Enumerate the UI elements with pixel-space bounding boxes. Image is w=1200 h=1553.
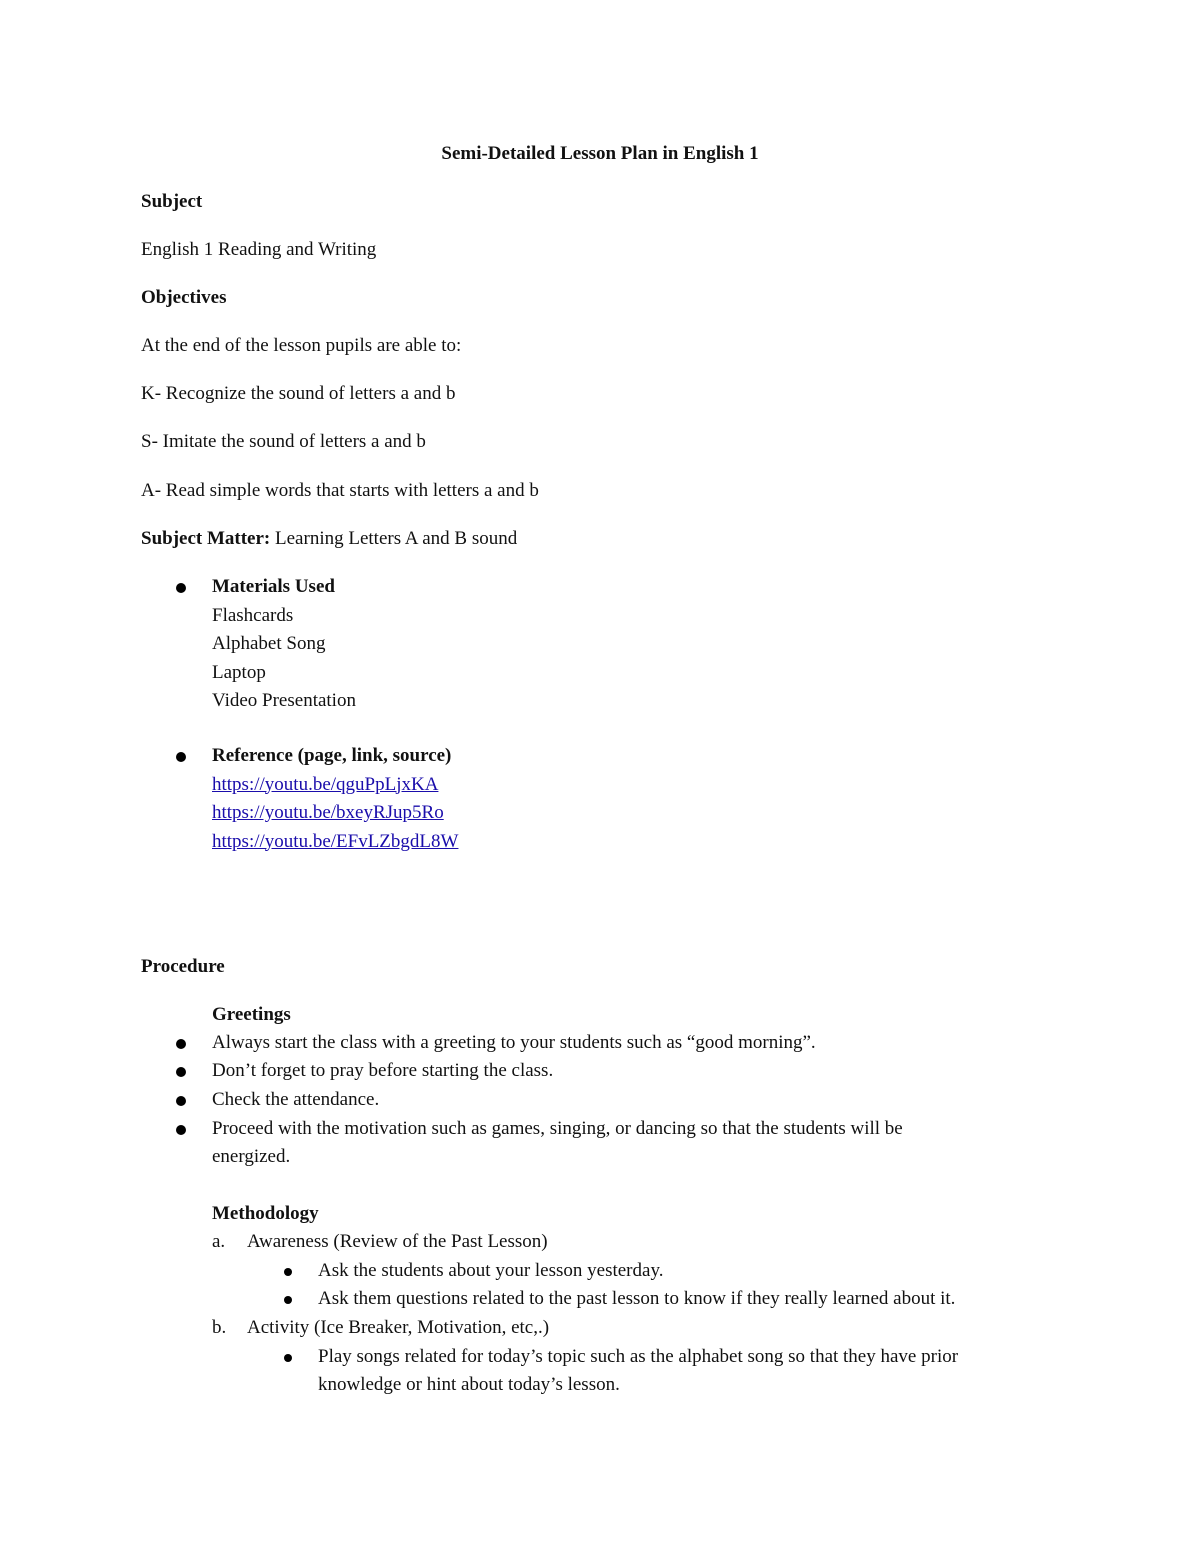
reference-link-3[interactable]: https://youtu.be/EFvLZbgdL8W [212,830,459,852]
greeting-item: Don’t forget to pray before starting the class. [212,1060,554,1081]
bullet-icon [176,1067,186,1077]
objectives-heading: Objectives [141,287,227,308]
reference-heading: Reference (page, link, source) [212,745,452,766]
bullet-icon [176,752,186,762]
greetings-heading: Greetings [212,1004,291,1025]
material-item: Laptop [212,661,266,683]
bullet-icon [284,1268,292,1276]
material-item: Flashcards [212,604,294,626]
awareness-item: Ask them questions related to the past lesson to know if they really learned about it. [318,1288,956,1309]
reference-link-1[interactable]: https://youtu.be/qguPpLjxKA [212,773,439,795]
activity-item-continuation: knowledge or hint about today’s lesson. [318,1374,620,1395]
subject-matter-text: Learning Letters A and B sound [270,528,518,549]
methodology-heading: Methodology [212,1203,319,1224]
greeting-item: Always start the class with a greeting to your students such as “good morning”. [212,1032,816,1053]
subject-matter-label: Subject Matter: [141,528,271,549]
greeting-item: Proceed with the motivation such as games, singing, or dancing so that the students will be [212,1118,903,1139]
materials-heading: Materials Used [212,576,335,597]
subject-matter [141,525,517,554]
objectives-intro: At the end of the lesson pupils are able to: [141,335,462,356]
bullet-icon [284,1354,292,1362]
greeting-item-continuation: energized. [212,1146,291,1167]
procedure-heading: Procedure [141,956,225,977]
reference-section [212,742,458,856]
methodology-awareness: Awareness (Review of the Past Lesson) [247,1231,548,1252]
material-item: Video Presentation [212,690,356,711]
material-item: Alphabet Song [212,633,326,654]
materials-section [212,573,356,716]
bullet-icon [176,1096,186,1106]
methodology-marker-a: a. [212,1231,226,1252]
bullet-icon [284,1296,292,1304]
subject-heading: Subject [141,191,203,212]
document-title: Semi-Detailed Lesson Plan in English 1 [441,143,759,164]
objective-skill: S- Imitate the sound of letters a and b [141,431,426,452]
methodology-activity: Activity (Ice Breaker, Motivation, etc,.) [247,1317,550,1338]
bullet-icon [176,1125,186,1135]
reference-link-2[interactable]: https://youtu.be/bxeyRJup5Ro [212,802,444,823]
bullet-icon [176,583,186,593]
methodology-marker-b: b. [212,1317,227,1338]
objective-attitude: A- Read simple words that starts with letters a and b [141,480,539,501]
awareness-item: Ask the students about your lesson yesterday. [318,1260,664,1281]
activity-item: Play songs related for today’s topic such as the alphabet song so that they have prior [318,1346,959,1367]
subject-text: English 1 Reading and Writing [141,239,377,260]
bullet-icon [176,1039,186,1049]
greeting-item: Check the attendance. [212,1089,380,1110]
objective-knowledge: K- Recognize the sound of letters a and b [141,383,456,404]
